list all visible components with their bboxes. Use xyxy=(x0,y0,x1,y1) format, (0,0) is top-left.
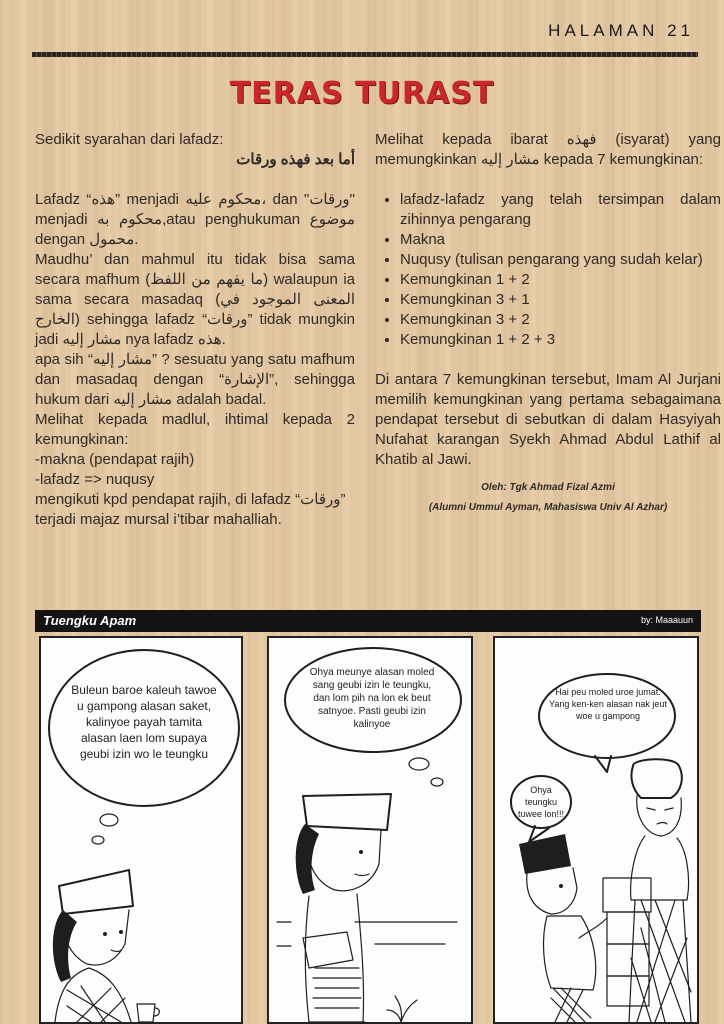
comic-byline: by: Maaauun xyxy=(640,615,693,625)
page-number: HALAMAN 21 xyxy=(548,21,694,40)
top-rule xyxy=(32,52,698,57)
right-column xyxy=(375,130,721,518)
line: -makna (pendapat rajih) xyxy=(35,451,195,468)
list-item: • Kemungkinan 1 + 2 xyxy=(400,270,721,290)
intro-text: Melihat kepada ibarat فهذه (isyarat) yang memungkinkan مشار إليه kepada 7 kemungkinan: xyxy=(375,131,721,168)
speech-bubble: Hai peu moled uroe jumat. Yang ken-ken alasan nak jeut woe u gampong xyxy=(549,687,667,721)
comic-strip xyxy=(35,610,701,1024)
speech-bubble: Ohya meunye alasan moled sang geubi izin le teungku, dan lom pih na lon ek beut satnyoe. Pasti geubi izin kalinyoe xyxy=(309,667,435,730)
paragraph: Lafadz “هذه” menjadi محكوم عليه، dan "ورقات" menjadi محكوم به,atau penghukuman موضوع dengan محمول. xyxy=(35,191,355,248)
speech-bubble: Buleun baroe kaleuh tawoe u gampong alasan saket, kalinyoe payah tamita alasan laen lom supaya geubi izin wo le teungku xyxy=(71,683,217,761)
comic-panel-1 xyxy=(39,636,243,1024)
possibilities-list xyxy=(375,190,721,350)
conclusion: Di antara 7 kemungkinan tersebut, Imam Al Jurjani memilih kemungkinan yang pertama sebagaimana pendapat tersebut di sebutkan di dalam Hasyiyah Nufahat karangan Syekh Ahmad Abdul Lathif al Khatib al Jawi. xyxy=(375,371,721,468)
list-item: • Kemungkinan 1 + 2 + 3 xyxy=(400,330,721,350)
list-item: • lafadz-lafadz yang telah tersimpan dalam zihinnya pengarang xyxy=(400,190,721,230)
list-item: • Makna xyxy=(400,230,721,250)
paragraph: mengikuti kpd pendapat rajih, di lafadz “ورقات” terjadi majaz mursal i’tibar mahalliah. xyxy=(35,491,346,528)
list-item: • Nuqusy (tulisan pengarang yang sudah kelar) xyxy=(400,250,721,270)
affiliation: (Alumni Ummul Ayman, Mahasiswa Univ Al Azhar) xyxy=(428,502,668,513)
line: -lafadz => nuqusy xyxy=(35,471,155,488)
list-item: • Kemungkinan 3 + 1 xyxy=(400,290,721,310)
comic-title: Tuengku Apam xyxy=(43,613,137,628)
page-title: TERAS TURAST xyxy=(229,76,495,111)
comic-title-bar xyxy=(35,610,701,632)
arabic-heading: أما بعد فهذه ورقات xyxy=(236,151,355,168)
comic-panel-3 xyxy=(493,636,699,1024)
speech-bubble: Ohya teungku tuwee lon!!! xyxy=(517,785,565,819)
intro-text: Sedikit syarahan dari lafadz: xyxy=(35,131,224,148)
paragraph: apa sih “مشار إليه” ? sesuatu yang satu mafhum dan masadaq dengan “الإشارة”, sehingga hukum dari مشار إليه adalah badal. xyxy=(35,351,355,408)
paragraph: Melihat kepada madlul, ihtimal kepada 2 kemungkinan: xyxy=(35,411,355,448)
left-column xyxy=(35,130,355,530)
paragraph: Maudhu’ dan mahmul itu tidak bisa sama secara mafhum (ما يفهم من اللفظ) walaupun ia sama secara masadaq (المعنى الموجود في الخارج) sehingga lafadz “ورقات” tidak mungkin jadi مشار إليه nya lafadz هذه. xyxy=(35,251,356,348)
comic-panel-2 xyxy=(267,636,473,1024)
list-item: • Kemungkinan 3 + 2 xyxy=(400,310,721,330)
author: Oleh: Tgk Ahmad Fizal Azmi xyxy=(481,482,615,493)
